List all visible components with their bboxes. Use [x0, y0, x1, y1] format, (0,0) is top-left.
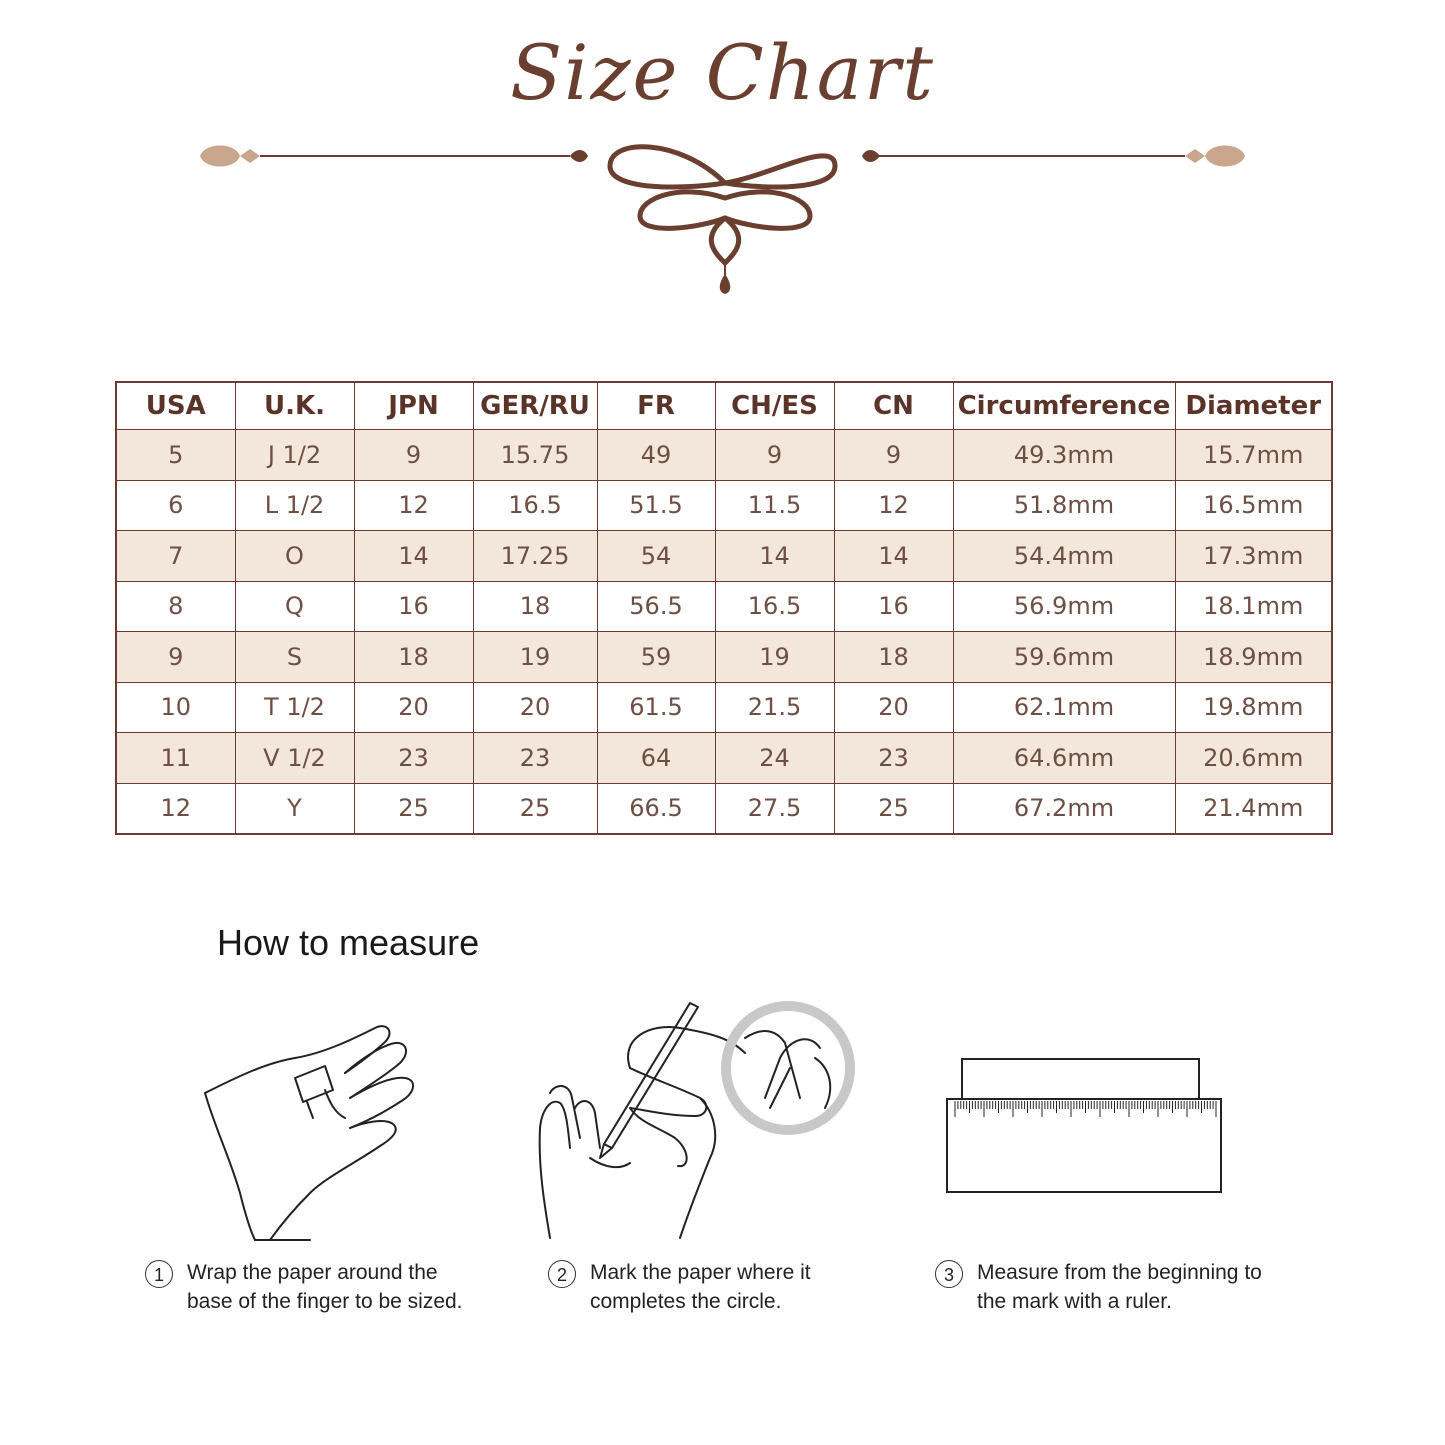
- cell: 14: [354, 531, 473, 582]
- cell: 21.4mm: [1175, 783, 1332, 834]
- hand-mark-illustration-icon: [530, 998, 870, 1243]
- cell: 18: [354, 632, 473, 683]
- cell: 67.2mm: [953, 783, 1175, 834]
- cell: 19: [473, 632, 597, 683]
- cell: S: [235, 632, 354, 683]
- cell: T 1/2: [235, 682, 354, 733]
- step-text: Wrap the paper around the base of the finger to be sized.: [187, 1261, 463, 1313]
- cell: Y: [235, 783, 354, 834]
- cell: 6: [116, 480, 235, 531]
- cell: 12: [354, 480, 473, 531]
- table-row: [116, 783, 1332, 834]
- cell: 18.9mm: [1175, 632, 1332, 683]
- cell: 25: [834, 783, 953, 834]
- cell: 10: [116, 682, 235, 733]
- cell: 9: [354, 430, 473, 481]
- cell: 15.7mm: [1175, 430, 1332, 481]
- header-cn: CN: [834, 382, 953, 430]
- cell: 17.25: [473, 531, 597, 582]
- cell: 49.3mm: [953, 430, 1175, 481]
- cell: 59: [597, 632, 715, 683]
- cell: 25: [354, 783, 473, 834]
- cell: 54.4mm: [953, 531, 1175, 582]
- header-ch-es: CH/ES: [715, 382, 834, 430]
- cell: L 1/2: [235, 480, 354, 531]
- cell: 11.5: [715, 480, 834, 531]
- table-row: [116, 632, 1332, 683]
- cell: 12: [116, 783, 235, 834]
- cell: 59.6mm: [953, 632, 1175, 683]
- cell: 20: [354, 682, 473, 733]
- table-row: [116, 682, 1332, 733]
- header-circumference: Circumference: [953, 382, 1175, 430]
- table-row: [116, 430, 1332, 481]
- header-usa: USA: [116, 382, 235, 430]
- page-title: Size Chart: [510, 28, 935, 117]
- cell: 20.6mm: [1175, 733, 1332, 784]
- how-to-measure-title: How to measure: [217, 922, 480, 963]
- cell: 23: [473, 733, 597, 784]
- cell: 20: [473, 682, 597, 733]
- cell: 15.75: [473, 430, 597, 481]
- cell: 7: [116, 531, 235, 582]
- cell: 16: [354, 581, 473, 632]
- cell: 9: [715, 430, 834, 481]
- flourish-ornament-icon: [180, 128, 1265, 303]
- cell: 16.5: [715, 581, 834, 632]
- header-ger-ru: GER/RU: [473, 382, 597, 430]
- header-fr: FR: [597, 382, 715, 430]
- cell: 14: [834, 531, 953, 582]
- cell: 11: [116, 733, 235, 784]
- cell: 16: [834, 581, 953, 632]
- cell: 21.5: [715, 682, 834, 733]
- cell: 5: [116, 430, 235, 481]
- cell: 19.8mm: [1175, 682, 1332, 733]
- step-number-icon: 2: [548, 1260, 576, 1288]
- cell: 61.5: [597, 682, 715, 733]
- cell: O: [235, 531, 354, 582]
- cell: 18.1mm: [1175, 581, 1332, 632]
- cell: 18: [473, 581, 597, 632]
- cell: 49: [597, 430, 715, 481]
- cell: 14: [715, 531, 834, 582]
- cell: Q: [235, 581, 354, 632]
- cell: 24: [715, 733, 834, 784]
- ruler-illustration-icon: [945, 1055, 1225, 1195]
- cell: 54: [597, 531, 715, 582]
- step-number-icon: 3: [935, 1260, 963, 1288]
- ring-size-table: [115, 381, 1333, 835]
- cell: 17.3mm: [1175, 531, 1332, 582]
- cell: J 1/2: [235, 430, 354, 481]
- cell: 25: [473, 783, 597, 834]
- step-number-icon: 1: [145, 1260, 173, 1288]
- step-text: Measure from the beginning to the mark with a ruler.: [977, 1261, 1262, 1313]
- cell: 51.5: [597, 480, 715, 531]
- cell: 16.5: [473, 480, 597, 531]
- hand-wrap-illustration-icon: [195, 1018, 435, 1243]
- cell: 51.8mm: [953, 480, 1175, 531]
- cell: 8: [116, 581, 235, 632]
- cell: 64.6mm: [953, 733, 1175, 784]
- table-row: [116, 581, 1332, 632]
- cell: 56.5: [597, 581, 715, 632]
- cell: 56.9mm: [953, 581, 1175, 632]
- cell: 62.1mm: [953, 682, 1175, 733]
- cell: 18: [834, 632, 953, 683]
- cell: V 1/2: [235, 733, 354, 784]
- cell: 9: [834, 430, 953, 481]
- cell: 20: [834, 682, 953, 733]
- cell: 19: [715, 632, 834, 683]
- table-row: [116, 480, 1332, 531]
- table-row: [116, 733, 1332, 784]
- cell: 16.5mm: [1175, 480, 1332, 531]
- step-text: Mark the paper where it completes the circle.: [590, 1261, 811, 1313]
- cell: 27.5: [715, 783, 834, 834]
- header-jpn: JPN: [354, 382, 473, 430]
- cell: 9: [116, 632, 235, 683]
- cell: 12: [834, 480, 953, 531]
- cell: 23: [354, 733, 473, 784]
- cell: 23: [834, 733, 953, 784]
- header-diameter: Diameter: [1175, 382, 1332, 430]
- table-row: [116, 531, 1332, 582]
- cell: 66.5: [597, 783, 715, 834]
- table-header-row: [116, 382, 1332, 430]
- header-uk: U.K.: [235, 382, 354, 430]
- cell: 64: [597, 733, 715, 784]
